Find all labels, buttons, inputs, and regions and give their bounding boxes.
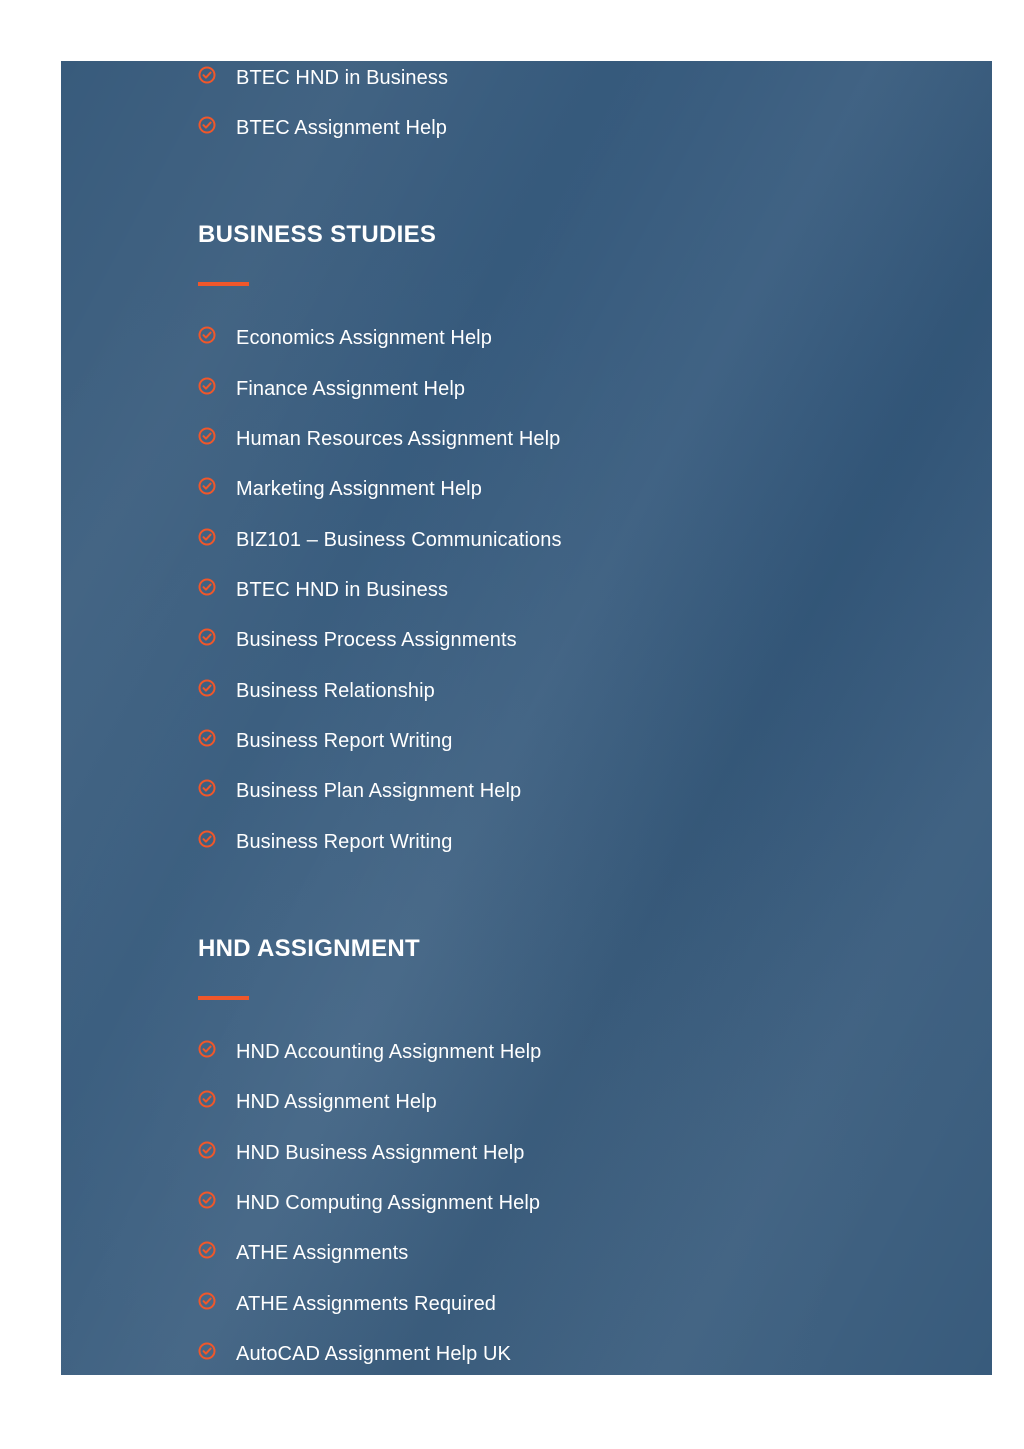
list-item-label[interactable]: HND Business Assignment Help: [236, 1141, 525, 1164]
check-circle-icon: [198, 679, 216, 697]
list-item[interactable]: [198, 525, 562, 555]
list-item[interactable]: [198, 424, 560, 454]
list-item[interactable]: [198, 625, 517, 655]
list-item-label[interactable]: Business Process Assignments: [236, 628, 517, 651]
list-item[interactable]: [198, 676, 435, 706]
list-item[interactable]: [198, 1238, 408, 1268]
list-item-label[interactable]: BTEC HND in Business: [236, 66, 449, 89]
check-circle-icon: [198, 1141, 216, 1159]
list-item[interactable]: [198, 1138, 524, 1168]
section-divider: [198, 282, 249, 286]
check-circle-icon: [198, 1292, 216, 1310]
check-circle-icon: [198, 377, 216, 395]
list-item[interactable]: [198, 1289, 496, 1319]
list-item-label[interactable]: Marketing Assignment Help: [236, 477, 482, 500]
check-circle-icon: [198, 1342, 216, 1360]
section-title-hnd-assignment: HND ASSIGNMENT: [198, 935, 420, 962]
list-item-label[interactable]: Business Relationship: [236, 679, 435, 702]
check-circle-icon: [198, 578, 216, 596]
list-item[interactable]: [198, 1339, 511, 1369]
list-item-label[interactable]: BTEC HND in Business: [236, 578, 449, 601]
check-circle-icon: [198, 66, 216, 84]
list-item[interactable]: [198, 323, 492, 353]
list-item[interactable]: [198, 474, 482, 504]
check-circle-icon: [198, 1040, 216, 1058]
list-item-label[interactable]: HND Assignment Help: [236, 1090, 437, 1113]
section-title-business-studies: BUSINESS STUDIES: [198, 221, 437, 248]
check-circle-icon: [198, 830, 216, 848]
check-circle-icon: [198, 116, 216, 134]
list-item-label[interactable]: BIZ101 – Business Communications: [236, 528, 562, 551]
check-circle-icon: [198, 1241, 216, 1259]
check-circle-icon: [198, 477, 216, 495]
list-item-label[interactable]: Human Resources Assignment Help: [236, 427, 561, 450]
check-circle-icon: [198, 628, 216, 646]
check-circle-icon: [198, 1090, 216, 1108]
check-circle-icon: [198, 729, 216, 747]
check-circle-icon: [198, 528, 216, 546]
check-circle-icon: [198, 427, 216, 445]
list-item-label[interactable]: HND Accounting Assignment Help: [236, 1040, 542, 1063]
list-item[interactable]: [198, 1188, 540, 1218]
list-item-label[interactable]: Business Report Writing: [236, 729, 453, 752]
section-divider: [198, 996, 249, 1000]
list-item[interactable]: [198, 776, 521, 806]
list-item-label[interactable]: ATHE Assignments: [236, 1241, 409, 1264]
list-item-label[interactable]: Finance Assignment Help: [236, 377, 466, 400]
list-item-label[interactable]: Business Plan Assignment Help: [236, 779, 522, 802]
list-item[interactable]: [198, 1037, 541, 1067]
list-item-label[interactable]: ATHE Assignments Required: [236, 1292, 497, 1315]
list-item[interactable]: [198, 827, 452, 857]
list-item-label[interactable]: Business Report Writing: [236, 830, 453, 853]
list-item-label[interactable]: AutoCAD Assignment Help UK: [236, 1342, 511, 1365]
list-item[interactable]: [198, 575, 448, 605]
check-circle-icon: [198, 779, 216, 797]
list-item-label[interactable]: BTEC Assignment Help: [236, 116, 447, 139]
list-item[interactable]: [198, 1087, 437, 1117]
list-item[interactable]: [198, 374, 465, 404]
check-circle-icon: [198, 1191, 216, 1209]
check-circle-icon: [198, 326, 216, 344]
list-item[interactable]: [198, 63, 448, 93]
list-item-label[interactable]: HND Computing Assignment Help: [236, 1191, 541, 1214]
list-item[interactable]: [198, 726, 452, 756]
list-item[interactable]: [198, 113, 447, 143]
list-item-label[interactable]: Economics Assignment Help: [236, 326, 492, 349]
footer-panel: [61, 61, 992, 1375]
